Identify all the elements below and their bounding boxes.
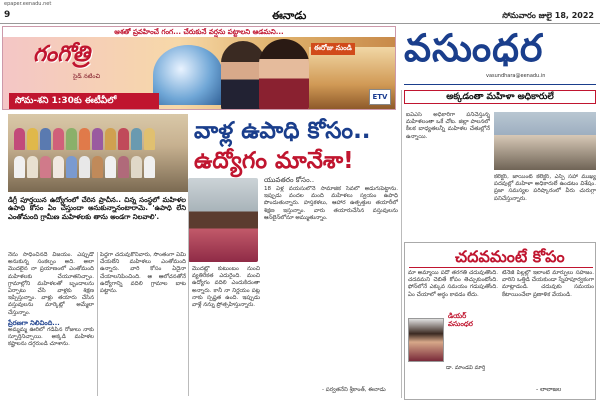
- issue-date: సోమవారం జులై 18, 2022: [502, 11, 594, 20]
- headline-line-1: వాళ్ల ఉపాధి కోసం..: [194, 118, 371, 144]
- advert-logo: గంగోత్రి: [33, 41, 91, 67]
- right-story-headline: అక్కడంతా మహిళా అధికారులే: [404, 90, 596, 104]
- story-column-1: [8, 252, 94, 398]
- story-byline: యువతరం కోసం..: [264, 176, 315, 184]
- advice-title: చదవమంటే కోపం: [455, 247, 565, 266]
- headline-line-2: ఉద్యోగం మానేశా!: [194, 148, 354, 174]
- column-name-line-2: వసుంధర: [448, 320, 473, 328]
- story-lead: డిగ్రీ పూర్తయిన ఉద్యోగంలో చేరిన ప్రాచీన.. చిన్న సంస్థలో మహిళల ఉపాధి కోసం ఏం చేస్తుందా అనుకున్నానంటారామె. 'ఉపాధి లేని ఎంతోమంది గ్రామీణ మహిళలకు తాను అండగా నిలవాలి'.: [8, 196, 186, 221]
- advice-answer: టీనేజీ పిల్లల్లో ఇలాంటి మార్పులు సహజం. వారిని ఒత్తిడి చేయకుండా స్నేహపూర్వకంగా మాట్లాడండి. చదువుకు సమయం కేటాయించేలా ప్రణాళిక వేయండి.: [502, 270, 594, 298]
- portrait-photo[interactable]: [188, 178, 258, 262]
- column-1-tail: అమ్మమ్మ ఊరిలో గడిపిన రోజులు నాకు స్ఫూర్తినిచ్చాయి. అక్కడి మహిళల కష్టాలను దగ్గరుండి చూశాను.: [8, 327, 94, 348]
- advice-question: మా అమ్మాయి పదో తరగతి చదువుతోంది. చదవమని చెబితే కోపం తెచ్చుకుంటోంది. ఫోన్‌లోనే ఎక్కువ సమయం గడుపుతోంది. ఏం చేయాలో అర్థం కావడం లేదు.: [408, 270, 498, 298]
- story-column-4: మొదట్లో కుటుంబం నుంచి వ్యతిరేకత ఎదురైంది. మంచి ఉద్యోగం వదిలి ఎందుకిదంతా అన్నారు. కానీ నా నిర్ణయం పట్ల నాకు స్పష్టత ఉంది. ఇప్పుడు వాళ్లే నన్ను ప్రోత్సహిస్తున్నారు.: [192, 266, 260, 309]
- story-column-3: 18 ఏళ్ల వయసులోనే సామాజిక సేవలో అడుగుపెట్టాను. ఇప్పుడు వందల మంది మహిళలు స్వయం ఉపాధి పొందుతున్నారు. హస్తకళలు, ఆహార ఉత్పత్తుల తయారీలో శిక్షణ ఇస్తున్నాం. వారు తయారుచేసిన వస్తువులను ఆన్‌లైన్‌లోనూ అమ్ముతున్నాం.: [264, 186, 398, 221]
- story-credit: - పర్వతనేని శ్రీకాంత్, ఈనాడు: [322, 387, 386, 393]
- column-name-line-1: డియర్: [448, 312, 467, 320]
- advert-wave-image: [153, 45, 223, 105]
- column-1-subhead: ప్రేరణగా నిలిచింది...: [8, 318, 60, 327]
- story-column-2: పెద్దగా చదువుకోనివారు, సొంతంగా ఏమీ చేయలేని మహిళలు ఎంతోమంది ఉన్నారు. వారి కోసం ఏదైనా చేయాలనిపించింది. ఆ ఆలోచనతోనే ఉద్యోగాన్ని వదిలి గ్రామాల బాట పట్టాను.: [100, 252, 186, 295]
- group-photo[interactable]: [8, 114, 188, 192]
- column-rule: [188, 196, 189, 396]
- section-title: వసుంధర: [404, 26, 544, 70]
- advice-title-rule: [409, 267, 593, 268]
- advert-timing: సోమ-శని 1:30కు ఈటీవీలో: [9, 93, 159, 109]
- advert-banner: ఆశతో ప్రవహించే గంగ... చేరుకునే వర్షను పట్టాలని ఆడమని...: [3, 27, 395, 37]
- section-rule: [401, 90, 402, 398]
- section-email[interactable]: vasundhara@eenadu.in: [486, 73, 546, 79]
- columnist-name: డా. మాండవి మార్తి: [446, 365, 486, 371]
- advert-tag: ఈరోజు నుండి: [311, 43, 355, 55]
- advice-signature: - లాలాజల: [536, 386, 562, 393]
- page-header: [0, 8, 600, 24]
- column-rule: [97, 252, 98, 396]
- right-story-column-a: ఐఏఎస్ అధికారిగా పనిచేస్తున్న మహిళలంతా ఒకే చోట. జిల్లా పాలనలో కీలక బాధ్యతలన్నీ మహిళల చేతుల్లోనే ఉన్నాయి.: [406, 112, 490, 140]
- officials-photo[interactable]: [494, 112, 596, 170]
- tv-advert[interactable]: [2, 26, 396, 110]
- page-number: 9: [4, 10, 11, 20]
- column-1-text: నేను సాధించినదే విజయం. ఎప్పుడో అనుకున్న సంకల్పం అది. అలా మొదలైన నా ప్రయాణంలో ఎంతోమంది మహిళలకు చేయూతనిచ్చాం. గ్రామాల్లోని మహిళలతో బృందాలను ఏర్పాటు చేసి వాళ్లకు శిక్షణ ఇప్పిస్తున్నాం. వాళ్లు తయారు చేసిన వస్తువులను మార్కెట్లో అమ్మేలా చేస్తున్నాం.: [8, 252, 94, 316]
- right-story-column-b: కలెక్టర్, జాయింట్ కలెక్టర్, ఎస్పీ సహా ముఖ్య పదవుల్లో మహిళా అధికారులే ఉండటం విశేషం. ప్రజా సమస్యల పరిష్కారంలో వీరు చురుగ్గా పనిచేస్తున్నారు.: [494, 174, 596, 202]
- masthead: ఈనాడు: [272, 9, 307, 22]
- channel-logo-icon: ETV: [369, 89, 391, 105]
- advert-actress-image: [259, 39, 309, 110]
- top-strip: epaper.eenadu.net: [4, 1, 52, 7]
- column-name: [448, 312, 473, 328]
- story-headline: [194, 116, 400, 176]
- advert-subtitle: సైడ్ నటించి: [73, 73, 101, 80]
- columnist-photo: [408, 318, 444, 362]
- section-divider: [404, 84, 596, 85]
